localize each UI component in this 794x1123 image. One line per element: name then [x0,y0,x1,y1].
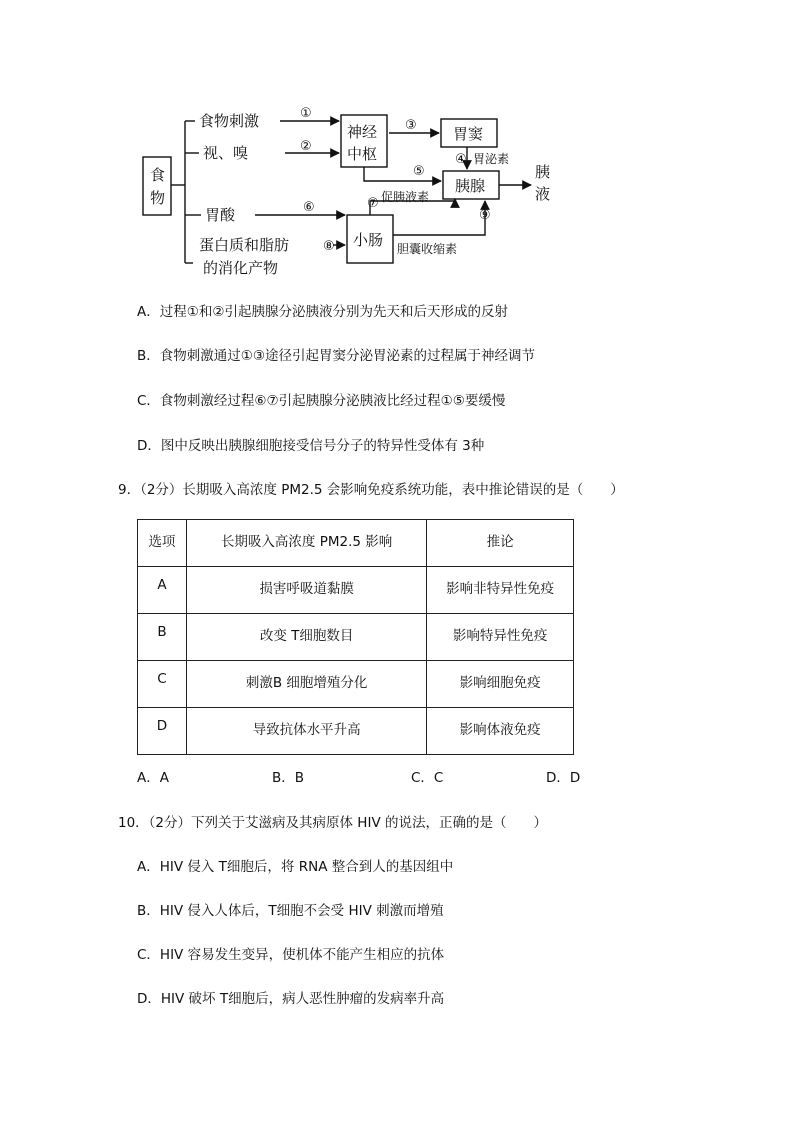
table-cell: 影响体液免疫 [427,708,574,755]
step-3-label: ③ [405,118,417,133]
table-cell: 损害呼吸道黏膜 [186,567,426,614]
q10-option-b: B．HIV 侵入人体后，T细胞不会受 HIV 刺激而增殖 [137,903,444,919]
q10-stem: 10．（2分）下列关于艾滋病及其病原体 HIV 的说法，正确的是（ ） [118,815,547,831]
q8-option-d: D．图中反映出胰腺细胞接受信号分子的特异性受体有 3种 [137,438,485,454]
step-6-label: ⑥ [303,200,315,215]
q9-option-d: D．D [546,770,581,786]
step-7-label: ⑦ [367,196,379,211]
pancreas-label: 胰腺 [455,177,486,195]
digestion-label-1: 蛋白质和脂肪 [199,236,290,254]
pancreatic-secretion-diagram [135,95,565,285]
q10-option-c: C．HIV 容易发生变异，使机体不能产生相应的抗体 [137,947,445,963]
nerve-center-label-1: 神经 [347,123,378,141]
sight-smell-label: 视、嗅 [203,144,249,162]
food-label-1: 食 [150,166,166,184]
table-cell: 影响特异性免疫 [427,614,574,661]
secretin-label: 促胰液素 [381,190,430,204]
table-cell: 影响非特异性免疫 [427,567,574,614]
gastrin-label: 胃泌素 [473,152,510,166]
gastric-acid-label: 胃酸 [205,206,236,224]
table-cell: 影响细胞免疫 [427,661,574,708]
step-4-label: ④ [455,152,467,167]
q8-option-c: C．食物刺激经过程⑥⑦引起胰腺分泌胰液比经过程①⑤要缓慢 [137,393,506,409]
table-header-cell: 长期吸入高浓度 PM2.5 影响 [186,520,426,567]
step-8-label: ⑧ [323,239,335,254]
step-9-label: ⑨ [479,208,491,223]
step-1-label: ① [300,106,312,121]
table-header-cell: 选项 [138,520,187,567]
q9-option-c: C．C [411,770,444,786]
pancreatic-juice-label-1: 胰 [535,163,551,181]
cck-label: 胆囊收缩素 [397,242,458,256]
q9-option-b: B．B [272,770,305,786]
q9-table [137,519,574,755]
table-row [138,661,574,708]
table-header-row [138,520,574,567]
pancreatic-juice-label-2: 液 [535,185,551,203]
q9-option-a: A．A [137,770,169,786]
nerve-center-label-2: 中枢 [347,145,378,163]
q9-stem: 9．（2分）长期吸入高浓度 PM2.5 会影响免疫系统功能，表中推论错误的是（ ） [118,482,624,498]
food-stimulus-label: 食物刺激 [199,112,260,130]
table-header-cell: 推论 [427,520,574,567]
q10-option-d: D．HIV 破坏 T细胞后，病人恶性肿瘤的发病率升高 [137,991,445,1007]
digestion-label-2: 的消化产物 [203,259,279,277]
table-row [138,567,574,614]
antrum-label: 胃窦 [453,125,484,143]
q10-option-a: A．HIV 侵入 T细胞后，将 RNA 整合到人的基因组中 [137,859,454,875]
table-cell: 刺激B 细胞增殖分化 [186,661,426,708]
table-cell: B [138,614,187,661]
step-2-label: ② [300,139,312,154]
table-cell: C [138,661,187,708]
table-cell: 导致抗体水平升高 [186,708,426,755]
table-row [138,708,574,755]
q8-option-b: B．食物刺激通过①③途径引起胃窦分泌胃泌素的过程属于神经调节 [137,348,535,364]
food-label-2: 物 [150,189,166,207]
small-intestine-label: 小肠 [353,231,384,249]
diagram-svg [135,95,565,285]
q8-option-a: A．过程①和②引起胰腺分泌胰液分别为先天和后天形成的反射 [137,304,508,320]
table-cell: D [138,708,187,755]
table-cell: A [138,567,187,614]
table-row [138,614,574,661]
table-cell: 改变 T细胞数目 [186,614,426,661]
step-5-label: ⑤ [413,164,425,179]
